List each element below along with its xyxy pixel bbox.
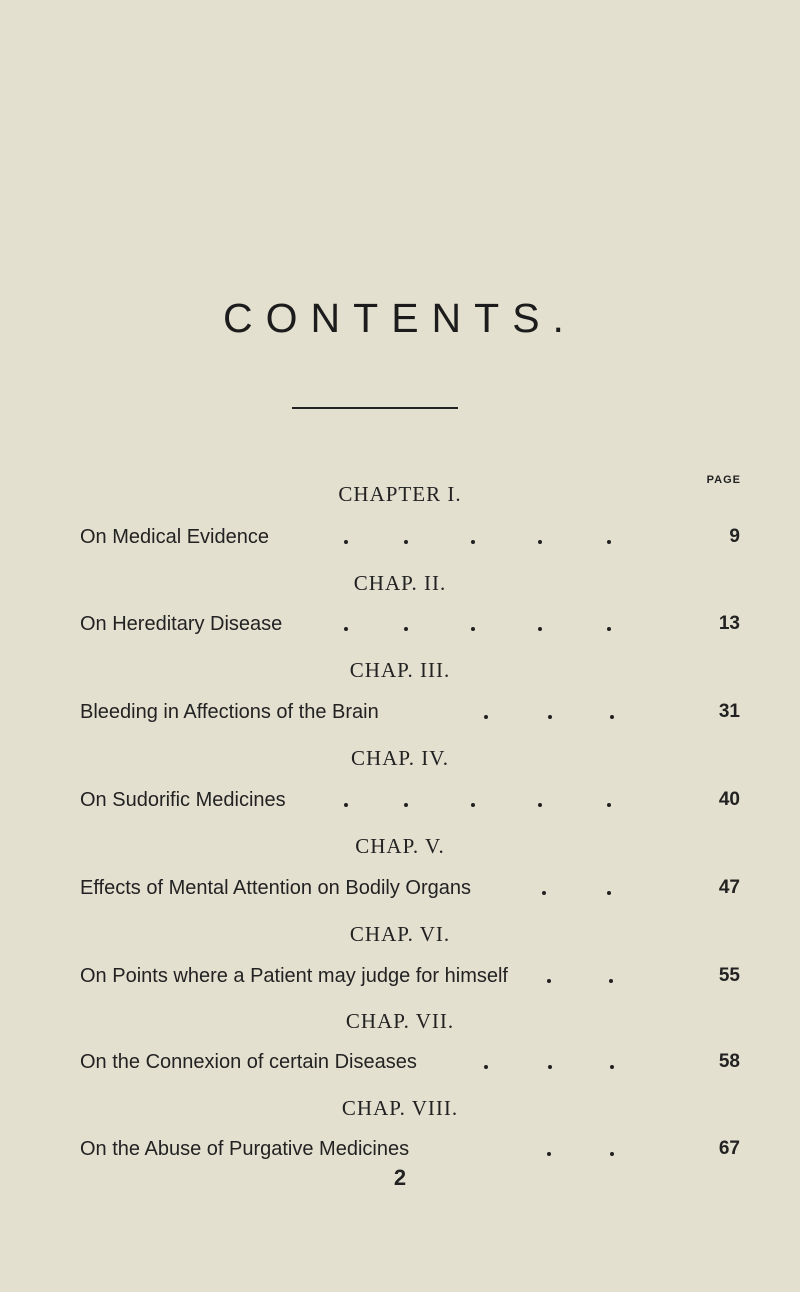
entry-title: On Points where a Patient may judge for himself — [80, 965, 508, 987]
entry-title: Effects of Mental Attention on Bodily Organs — [80, 877, 471, 899]
leader-dot — [607, 627, 611, 631]
entry-page-number: 55 — [718, 965, 740, 986]
chapter-heading: CHAP. III. — [349, 658, 451, 682]
leader-dot — [610, 1065, 614, 1069]
leader-dot — [538, 803, 542, 807]
leader-dot — [609, 979, 613, 983]
leader-dot — [471, 540, 475, 544]
entry-title: Bleeding in Affections of the Brain — [80, 701, 379, 723]
chapter-heading: CHAP. VIII. — [341, 1096, 459, 1120]
toc-entry — [80, 1051, 740, 1081]
toc-entry — [80, 877, 740, 907]
chapter-heading: CHAP. IV. — [351, 746, 449, 770]
entry-page-number: 9 — [729, 526, 740, 547]
toc-entry — [80, 789, 740, 819]
chapter-heading: CHAPTER I. — [338, 482, 462, 506]
leader-dot — [607, 803, 611, 807]
entry-title: On Sudorific Medicines — [80, 789, 286, 811]
leader-dot — [484, 715, 488, 719]
leader-dot — [547, 979, 551, 983]
leader-dot — [404, 540, 408, 544]
toc-entry — [80, 965, 740, 995]
toc-entry — [80, 526, 740, 556]
leader-dot — [344, 540, 348, 544]
leader-dot — [404, 803, 408, 807]
leader-dot — [471, 627, 475, 631]
leader-dot — [610, 715, 614, 719]
leader-dot — [548, 1065, 552, 1069]
leader-dot — [547, 1152, 551, 1156]
entry-page-number: 13 — [718, 613, 740, 634]
entry-page-number: 47 — [718, 877, 740, 898]
leader-dot — [538, 540, 542, 544]
leader-dot — [538, 627, 542, 631]
leader-dot — [548, 715, 552, 719]
toc-entry — [80, 701, 740, 731]
entry-title: On the Abuse of Purgative Medicines — [80, 1138, 410, 1160]
title-rule — [292, 407, 458, 409]
leader-dot — [607, 540, 611, 544]
entry-title: On the Connexion of certain Diseases — [80, 1051, 417, 1073]
leader-dot — [344, 803, 348, 807]
entry-page-number: 40 — [718, 789, 740, 810]
toc-entry — [80, 1138, 740, 1168]
chapter-heading: CHAP. V. — [355, 834, 445, 858]
chapter-heading: CHAP. II. — [353, 571, 447, 595]
toc-entry — [80, 613, 740, 643]
entry-page-number: 31 — [718, 701, 740, 722]
leader-dot — [471, 803, 475, 807]
signature-mark: 2 — [393, 1165, 407, 1190]
page-title: CONTENTS. — [223, 295, 577, 341]
leader-dot — [542, 891, 546, 895]
chapter-heading: CHAP. VI. — [349, 922, 451, 946]
entry-title: On Hereditary Disease — [80, 613, 283, 635]
leader-dot — [344, 627, 348, 631]
leader-dot — [610, 1152, 614, 1156]
entry-page-number: 67 — [718, 1138, 740, 1159]
entry-page-number: 58 — [718, 1051, 740, 1072]
page-column-label: PAGE — [706, 474, 741, 486]
chapter-heading: CHAP. VII. — [345, 1009, 455, 1033]
entry-title: On Medical Evidence — [80, 526, 269, 548]
leader-dot — [607, 891, 611, 895]
leader-dot — [404, 627, 408, 631]
leader-dot — [484, 1065, 488, 1069]
